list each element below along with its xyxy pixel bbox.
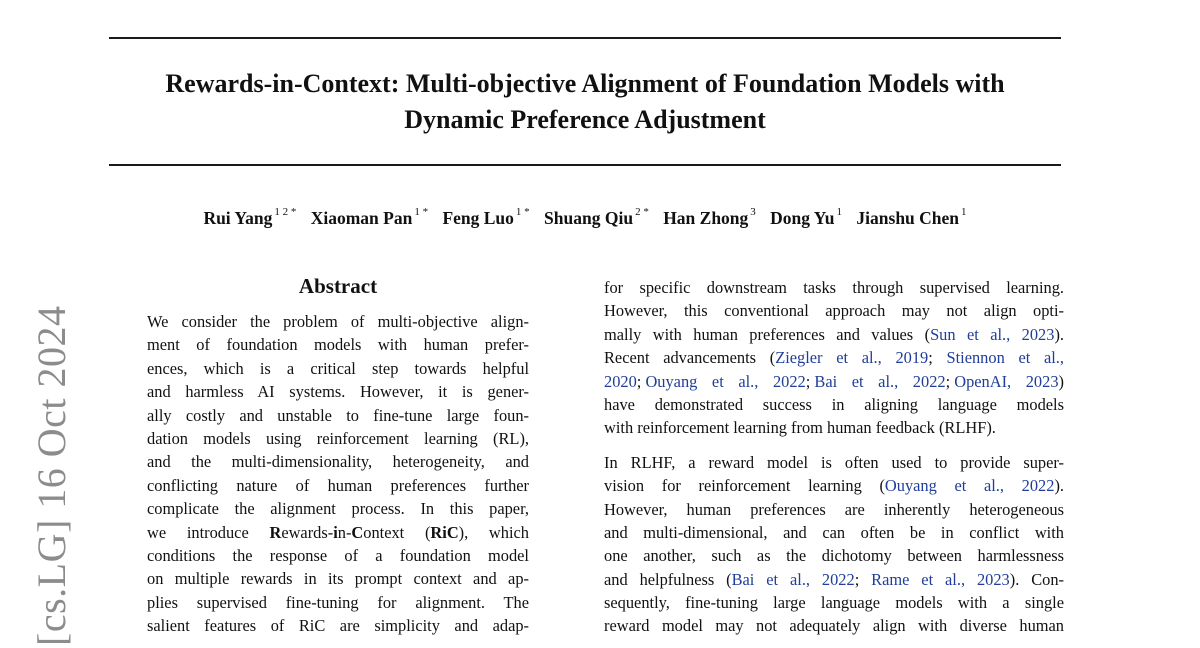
abstract-line: plies supervised fine-tuning for alignment. The xyxy=(147,592,529,612)
author-name: Han Zhong xyxy=(663,208,749,228)
author xyxy=(442,208,529,229)
intro-line: In RLHF, a reward model is often used to provide super- xyxy=(604,452,1064,472)
abstract-line: ment of foundation models with human prefer- xyxy=(147,335,529,355)
author-affiliation: 2 * xyxy=(635,206,649,218)
author-affiliation: 1 xyxy=(961,206,967,218)
author-list xyxy=(109,208,1061,229)
introduction-text xyxy=(604,276,1064,638)
author-name: Xiaoman Pan xyxy=(310,208,413,228)
abstract-text xyxy=(147,310,529,637)
citation-link[interactable]: Ouyang et al., 2022 xyxy=(884,476,1055,496)
intro-line: Recent advancements (Ziegler et al., 2019; Stiennon et al., xyxy=(604,348,1064,368)
citation-link[interactable]: 2020 xyxy=(604,371,637,391)
citation-link[interactable]: Rame et al., 2023 xyxy=(871,569,1010,589)
abstract-line: conditions the response of a foundation model xyxy=(147,545,529,565)
arxiv-side-stamp: [cs.LG] 16 Oct 2024 xyxy=(29,305,74,646)
abstract-line: and the multi-dimensionality, heterogeneity, and xyxy=(147,452,529,472)
author xyxy=(544,208,649,229)
citation-link[interactable]: Bai et al., 2022 xyxy=(731,569,855,589)
intro-line: for specific downstream tasks through supervised learning. xyxy=(604,278,1064,297)
author-name: Dong Yu xyxy=(770,208,835,228)
intro-line: 2020; Ouyang et al., 2022; Bai et al., 2022; OpenAI, 2023) xyxy=(604,371,1064,391)
intro-line: with reinforcement learning from human feedback (RLHF). xyxy=(604,418,996,438)
intro-line: vision for reinforcement learning (Ouyang et al., 2022). xyxy=(604,476,1064,496)
author-affiliation: 3 xyxy=(750,206,756,218)
intro-line: and helpfulness (Bai et al., 2022; Rame et al., 2023). Con- xyxy=(604,569,1064,589)
author xyxy=(770,208,842,229)
intro-line: reward model may not adequately align with diverse human xyxy=(604,616,1064,636)
author-affiliation: 1 * xyxy=(515,206,530,218)
abstract-line: salient features of RiC are simplicity and adap- xyxy=(147,616,529,636)
author-affiliation: 1 2 * xyxy=(274,206,297,218)
intro-line: However, human preferences are inherently heterogeneous xyxy=(604,499,1064,519)
author-name: Rui Yang xyxy=(203,208,273,228)
citation-link[interactable]: Stiennon et al., xyxy=(946,348,1064,368)
author-name: Feng Luo xyxy=(442,208,514,228)
intro-line: However, this conventional approach may not align opti- xyxy=(604,301,1064,321)
title-bottom-rule xyxy=(109,164,1061,166)
title-line: Rewards-in-Context: Multi-objective Alignment of Foundation Models with xyxy=(165,69,1005,98)
intro-line: sequently, fine-tuning large language models with a single xyxy=(604,593,1064,613)
paragraph-gap xyxy=(604,440,1064,451)
abstract-line: and harmless AI systems. However, it is gener- xyxy=(147,382,529,402)
citation-link[interactable]: Ziegler et al., 2019 xyxy=(775,348,929,368)
intro-line: mally with human preferences and values (Sun et al., 2023). xyxy=(604,324,1064,344)
intro-line: have demonstrated success in aligning language models xyxy=(604,394,1064,414)
citation-link[interactable]: Ouyang et al., 2022 xyxy=(645,371,806,391)
paper-title xyxy=(109,66,1061,138)
abstract-line: on multiple rewards in its prompt context and ap- xyxy=(147,569,529,589)
abstract-line: conflicting nature of human preferences further xyxy=(147,475,529,495)
author xyxy=(203,208,296,229)
title-top-rule xyxy=(109,37,1061,39)
abstract-line: ally costly and unstable to fine-tune large foun- xyxy=(147,405,529,425)
author xyxy=(311,208,428,229)
abstract-line: ences, which is a critical step towards helpful xyxy=(147,358,529,378)
citation-link[interactable]: Sun et al., 2023 xyxy=(930,324,1055,344)
abstract-line: We consider the problem of multi-objective align- xyxy=(147,312,529,331)
author xyxy=(856,208,966,229)
abstract-line: dation models using reinforcement learning (RL), xyxy=(147,428,529,448)
abstract-line: complicate the alignment process. In this paper, xyxy=(147,499,529,519)
intro-line: one another, such as the dichotomy between harmlessness xyxy=(604,546,1064,566)
author-affiliation: 1 xyxy=(836,206,843,218)
author-name: Shuang Qiu xyxy=(544,208,634,228)
title-line: Dynamic Preference Adjustment xyxy=(404,105,766,134)
intro-line: and multi-dimensional, and can often be in conflict with xyxy=(604,522,1064,542)
abstract-line: we introduce Rewards-in-Context (RiC), which xyxy=(147,522,529,542)
citation-link[interactable]: OpenAI, 2023 xyxy=(954,371,1059,391)
abstract-heading: Abstract xyxy=(298,274,378,298)
author-name: Jianshu Chen xyxy=(856,208,960,228)
citation-link[interactable]: Bai et al., 2022 xyxy=(814,371,946,391)
author-affiliation: 1 * xyxy=(414,206,429,218)
author xyxy=(663,208,756,229)
